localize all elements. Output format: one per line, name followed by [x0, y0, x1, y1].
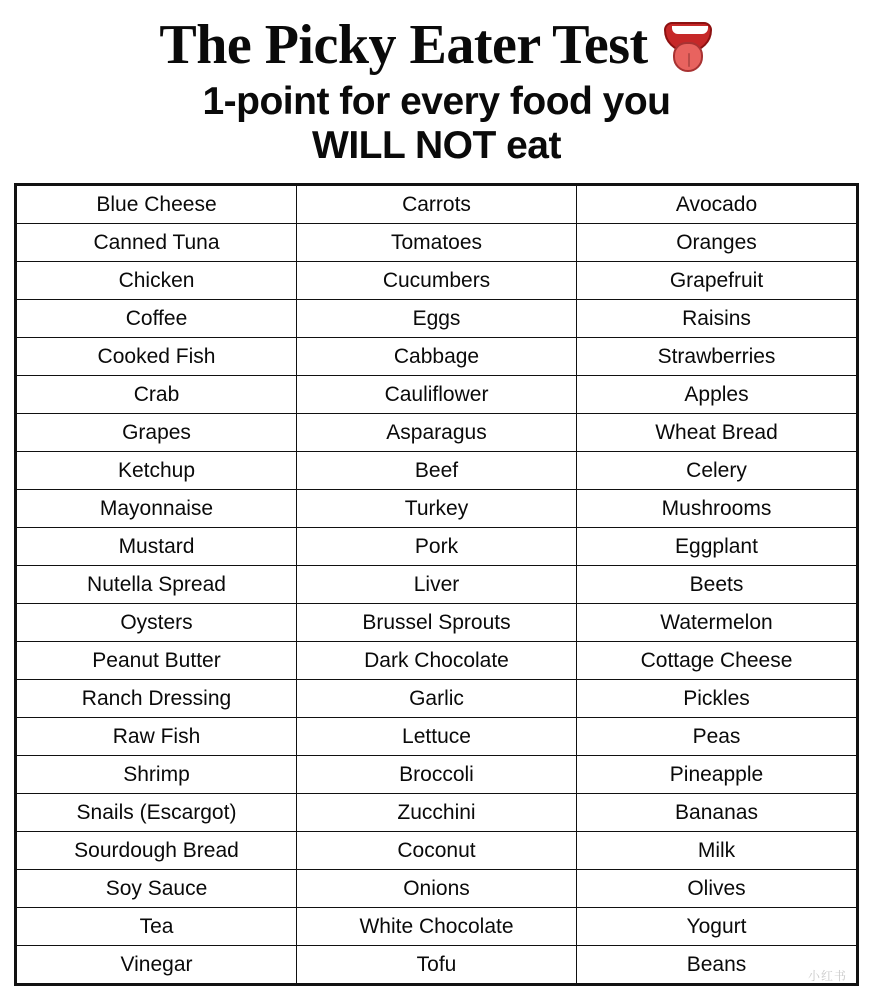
food-item-cell[interactable]: Sourdough Bread — [17, 832, 297, 870]
table-row — [17, 832, 857, 870]
table-row — [17, 186, 857, 224]
table-row — [17, 718, 857, 756]
food-list-table-body — [17, 186, 857, 984]
watermark: 小红书 — [807, 969, 847, 983]
table-row — [17, 604, 857, 642]
subtitle-line-2: WILL NOT eat — [312, 123, 561, 167]
food-item-cell[interactable]: Apples — [577, 376, 857, 414]
food-item-cell[interactable]: Ketchup — [17, 452, 297, 490]
table-row — [17, 566, 857, 604]
food-item-cell[interactable]: Cottage Cheese — [577, 642, 857, 680]
food-item-cell[interactable]: Raisins — [577, 300, 857, 338]
page-title: The Picky Eater Test — [159, 14, 648, 77]
food-item-cell[interactable]: Cauliflower — [297, 376, 577, 414]
food-item-cell[interactable]: Mushrooms — [577, 490, 857, 528]
food-item-cell[interactable]: Snails (Escargot) — [17, 794, 297, 832]
food-item-cell[interactable]: Grapes — [17, 414, 297, 452]
subtitle — [0, 80, 873, 167]
food-item-cell[interactable]: Raw Fish — [17, 718, 297, 756]
food-item-cell[interactable]: Carrots — [297, 186, 577, 224]
food-list-table — [16, 185, 857, 984]
food-item-cell[interactable]: Dark Chocolate — [297, 642, 577, 680]
food-item-cell[interactable]: Liver — [297, 566, 577, 604]
food-item-cell[interactable]: Garlic — [297, 680, 577, 718]
food-item-cell[interactable]: Cooked Fish — [17, 338, 297, 376]
food-item-cell[interactable]: Beans — [577, 946, 857, 984]
food-item-cell[interactable]: Milk — [577, 832, 857, 870]
food-list-table-wrapper — [14, 183, 859, 986]
food-item-cell[interactable]: Eggs — [297, 300, 577, 338]
food-item-cell[interactable]: Bananas — [577, 794, 857, 832]
food-item-cell[interactable]: Cabbage — [297, 338, 577, 376]
food-item-cell[interactable]: Beef — [297, 452, 577, 490]
food-item-cell[interactable]: Coffee — [17, 300, 297, 338]
table-row — [17, 642, 857, 680]
food-item-cell[interactable]: Shrimp — [17, 756, 297, 794]
food-item-cell[interactable]: Watermelon — [577, 604, 857, 642]
table-row — [17, 680, 857, 718]
food-item-cell[interactable]: Mustard — [17, 528, 297, 566]
table-row — [17, 756, 857, 794]
food-item-cell[interactable]: Celery — [577, 452, 857, 490]
food-item-cell[interactable]: Mayonnaise — [17, 490, 297, 528]
food-item-cell[interactable]: Asparagus — [297, 414, 577, 452]
food-item-cell[interactable]: Avocado — [577, 186, 857, 224]
table-row — [17, 870, 857, 908]
food-item-cell[interactable]: Peas — [577, 718, 857, 756]
food-item-cell[interactable]: Lettuce — [297, 718, 577, 756]
table-row — [17, 376, 857, 414]
food-item-cell[interactable]: Turkey — [297, 490, 577, 528]
food-item-cell[interactable]: Grapefruit — [577, 262, 857, 300]
food-item-cell[interactable]: Pork — [297, 528, 577, 566]
table-row — [17, 262, 857, 300]
food-item-cell[interactable]: Eggplant — [577, 528, 857, 566]
food-item-cell[interactable]: Strawberries — [577, 338, 857, 376]
table-row — [17, 946, 857, 984]
food-item-cell[interactable]: Canned Tuna — [17, 224, 297, 262]
table-row — [17, 528, 857, 566]
food-item-cell[interactable]: Pickles — [577, 680, 857, 718]
table-row — [17, 338, 857, 376]
tongue-out-emoji-icon — [662, 20, 714, 76]
food-item-cell[interactable]: Brussel Sprouts — [297, 604, 577, 642]
food-item-cell[interactable]: Tomatoes — [297, 224, 577, 262]
table-row — [17, 490, 857, 528]
table-row — [17, 224, 857, 262]
food-item-cell[interactable]: Pineapple — [577, 756, 857, 794]
food-item-cell[interactable]: Olives — [577, 870, 857, 908]
tongue-tip-shape — [673, 42, 703, 72]
food-item-cell[interactable]: Vinegar — [17, 946, 297, 984]
food-item-cell[interactable]: Tea — [17, 908, 297, 946]
food-item-cell[interactable]: Onions — [297, 870, 577, 908]
food-item-cell[interactable]: Tofu — [297, 946, 577, 984]
food-item-cell[interactable]: Crab — [17, 376, 297, 414]
table-row — [17, 794, 857, 832]
food-item-cell[interactable]: Zucchini — [297, 794, 577, 832]
food-item-cell[interactable]: Soy Sauce — [17, 870, 297, 908]
food-item-cell[interactable]: Yogurt — [577, 908, 857, 946]
food-item-cell[interactable]: Broccoli — [297, 756, 577, 794]
table-row — [17, 908, 857, 946]
header — [0, 0, 873, 167]
food-item-cell[interactable]: Wheat Bread — [577, 414, 857, 452]
food-item-cell[interactable]: Oranges — [577, 224, 857, 262]
subtitle-line-1: 1-point for every food you — [202, 80, 671, 123]
food-item-cell[interactable]: Coconut — [297, 832, 577, 870]
food-item-cell[interactable]: Chicken — [17, 262, 297, 300]
food-item-cell[interactable]: Oysters — [17, 604, 297, 642]
food-item-cell[interactable]: Ranch Dressing — [17, 680, 297, 718]
food-item-cell[interactable]: White Chocolate — [297, 908, 577, 946]
title-line — [0, 16, 873, 76]
food-item-cell[interactable]: Peanut Butter — [17, 642, 297, 680]
food-item-cell[interactable]: Beets — [577, 566, 857, 604]
table-row — [17, 414, 857, 452]
food-item-cell[interactable]: Nutella Spread — [17, 566, 297, 604]
food-item-cell[interactable]: Cucumbers — [297, 262, 577, 300]
table-row — [17, 452, 857, 490]
food-item-cell[interactable]: Blue Cheese — [17, 186, 297, 224]
table-row — [17, 300, 857, 338]
